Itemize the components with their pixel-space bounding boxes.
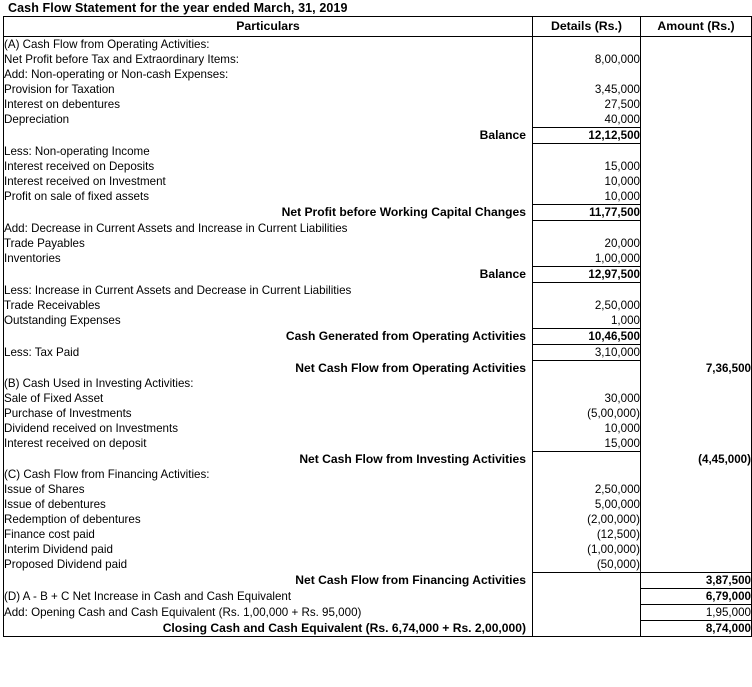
row-amount-value xyxy=(641,482,752,497)
row-amount-value: (4,45,000) xyxy=(698,452,751,466)
row-subtotal-label: Net Profit before Working Capital Changes xyxy=(4,205,533,221)
table-row xyxy=(4,512,752,527)
row-amount-value xyxy=(641,37,752,53)
column-header-particulars: Particulars xyxy=(4,17,533,37)
row-subtotal-label: Net Cash Flow from Investing Activities xyxy=(4,452,533,468)
row-details-value: 1,00,000 xyxy=(533,251,641,267)
table-row xyxy=(4,527,752,542)
row-details-value: 2,50,000 xyxy=(533,298,641,313)
row-amount-value xyxy=(641,189,752,205)
row-label: (D) A - B + C Net Increase in Cash and Cash Equivalent xyxy=(4,589,533,605)
table-row xyxy=(4,605,752,621)
row-label: Interim Dividend paid xyxy=(4,542,533,557)
row-amount-value xyxy=(641,313,752,329)
table-header-row xyxy=(4,17,752,37)
row-amount-value xyxy=(641,67,752,82)
row-label: Profit on sale of fixed assets xyxy=(4,189,533,205)
row-amount-value xyxy=(641,283,752,299)
row-details-value: 10,000 xyxy=(533,174,641,189)
row-details-value: 20,000 xyxy=(533,236,641,251)
row-amount-value xyxy=(641,527,752,542)
row-amount-value xyxy=(641,144,752,160)
table-row xyxy=(4,67,752,82)
row-amount-value xyxy=(641,391,752,406)
row-label: Interest on debentures xyxy=(4,97,533,112)
row-amount-value xyxy=(641,512,752,527)
row-details-value: (2,00,000) xyxy=(533,512,641,527)
table-row xyxy=(4,189,752,205)
table-row xyxy=(4,298,752,313)
row-amount-value xyxy=(641,52,752,67)
row-details-value xyxy=(533,361,641,377)
row-label: Interest received on Investment xyxy=(4,174,533,189)
row-amount-value xyxy=(641,329,752,345)
row-details-value: (5,00,000) xyxy=(533,406,641,421)
row-amount-value xyxy=(641,251,752,267)
row-label: (A) Cash Flow from Operating Activities: xyxy=(4,37,533,53)
row-details-value: 12,12,500 xyxy=(533,128,641,144)
row-details-value: 15,000 xyxy=(533,436,641,452)
row-amount-value xyxy=(641,128,752,144)
row-details-value: (1,00,000) xyxy=(533,542,641,557)
row-amount-value xyxy=(641,112,752,128)
table-row xyxy=(4,159,752,174)
table-row xyxy=(4,467,752,482)
row-details-value: 2,50,000 xyxy=(533,482,641,497)
row-subtotal-label: Net Cash Flow from Operating Activities xyxy=(4,361,533,377)
row-details-value: 3,10,000 xyxy=(533,345,641,361)
row-label: Proposed Dividend paid xyxy=(4,557,533,573)
page-title: Cash Flow Statement for the year ended March, 31, 2019 xyxy=(8,1,348,15)
table-body xyxy=(4,37,752,637)
row-label: Dividend received on Investments xyxy=(4,421,533,436)
table-row xyxy=(4,37,752,53)
row-amount-value xyxy=(641,298,752,313)
row-details-value: 5,00,000 xyxy=(533,497,641,512)
row-amount-value xyxy=(641,97,752,112)
row-amount-value xyxy=(641,205,752,221)
table-row xyxy=(4,144,752,160)
row-amount-value xyxy=(641,221,752,237)
table-row xyxy=(4,497,752,512)
row-details-value xyxy=(533,605,641,621)
table-row xyxy=(4,329,752,345)
row-amount-value xyxy=(641,159,752,174)
table-row xyxy=(4,557,752,573)
row-amount-value xyxy=(641,236,752,251)
row-details-value: 8,00,000 xyxy=(533,52,641,67)
table-row xyxy=(4,436,752,452)
table-row xyxy=(4,391,752,406)
table-row xyxy=(4,236,752,251)
row-details-value xyxy=(533,144,641,160)
row-label: Less: Increase in Current Assets and Decrease in Current Liabilities xyxy=(4,283,533,299)
row-label: Redemption of debentures xyxy=(4,512,533,527)
table-row xyxy=(4,452,752,468)
table-row xyxy=(4,313,752,329)
row-label: Inventories xyxy=(4,251,533,267)
row-details-value: 30,000 xyxy=(533,391,641,406)
row-amount-value: 8,74,000 xyxy=(705,622,751,635)
row-details-value xyxy=(533,37,641,53)
row-label: Add: Opening Cash and Cash Equivalent (Rs. 1,00,000 + Rs. 95,000) xyxy=(4,605,533,621)
row-details-value: 11,77,500 xyxy=(533,205,641,221)
row-amount-value: 3,87,500 xyxy=(641,573,752,589)
row-details-value xyxy=(533,621,641,637)
row-label: Sale of Fixed Asset xyxy=(4,391,533,406)
row-details-value: 12,97,500 xyxy=(533,267,641,283)
row-label: Interest received on Deposits xyxy=(4,159,533,174)
table-row xyxy=(4,482,752,497)
table-row xyxy=(4,251,752,267)
table-row xyxy=(4,283,752,299)
row-label: Issue of debentures xyxy=(4,497,533,512)
row-details-value: 15,000 xyxy=(533,159,641,174)
row-label: Interest received on deposit xyxy=(4,436,533,452)
row-amount-value: 7,36,500 xyxy=(705,361,751,375)
row-details-value xyxy=(533,67,641,82)
row-label: Provision for Taxation xyxy=(4,82,533,97)
row-amount-value xyxy=(641,82,752,97)
row-label: Add: Decrease in Current Assets and Increase in Current Liabilities xyxy=(4,221,533,237)
row-amount-value xyxy=(641,436,752,452)
row-details-value: (12,500) xyxy=(533,527,641,542)
row-label: Trade Receivables xyxy=(4,298,533,313)
row-details-value: 40,000 xyxy=(533,112,641,128)
row-label: Less: Tax Paid xyxy=(4,345,533,361)
row-amount-value xyxy=(641,376,752,391)
row-amount-value xyxy=(641,467,752,482)
row-details-value: 3,45,000 xyxy=(533,82,641,97)
table-row xyxy=(4,205,752,221)
row-amount-value xyxy=(641,497,752,512)
table-row xyxy=(4,361,752,377)
row-subtotal-label: Balance xyxy=(4,267,533,283)
row-details-value: 10,000 xyxy=(533,421,641,436)
row-amount-value: 1,95,000 xyxy=(641,605,752,621)
row-amount-value xyxy=(641,421,752,436)
row-details-value xyxy=(533,221,641,237)
table-row xyxy=(4,621,752,637)
row-amount-value xyxy=(641,174,752,189)
table-row xyxy=(4,128,752,144)
table-row xyxy=(4,174,752,189)
row-amount-value xyxy=(641,557,752,573)
table-header xyxy=(4,17,752,37)
row-amount-value xyxy=(641,345,752,361)
row-details-value: 27,500 xyxy=(533,97,641,112)
row-details-value: 10,000 xyxy=(533,189,641,205)
table-row xyxy=(4,97,752,112)
row-amount-value xyxy=(641,542,752,557)
table-row xyxy=(4,52,752,67)
row-subtotal-label: Closing Cash and Cash Equivalent (Rs. 6,74,000 + Rs. 2,00,000) xyxy=(4,621,533,637)
row-label: (B) Cash Used in Investing Activities: xyxy=(4,376,533,391)
row-details-value: (50,000) xyxy=(533,557,641,573)
row-label: Net Profit before Tax and Extraordinary Items: xyxy=(4,52,533,67)
table-row xyxy=(4,376,752,391)
table-row xyxy=(4,573,752,589)
table-row xyxy=(4,112,752,128)
table-row xyxy=(4,421,752,436)
row-details-value xyxy=(533,467,641,482)
row-label: Depreciation xyxy=(4,112,533,128)
row-amount-value xyxy=(641,267,752,283)
table-row xyxy=(4,82,752,97)
table-row xyxy=(4,345,752,361)
table-row xyxy=(4,542,752,557)
row-label: Outstanding Expenses xyxy=(4,313,533,329)
cash-flow-table xyxy=(3,16,752,637)
row-details-value xyxy=(533,283,641,299)
row-details-value xyxy=(533,573,641,589)
row-label: Finance cost paid xyxy=(4,527,533,542)
row-details-value: 10,46,500 xyxy=(533,329,641,345)
row-details-value xyxy=(533,452,641,468)
row-amount-value: 6,79,000 xyxy=(641,589,752,605)
table-row xyxy=(4,267,752,283)
row-subtotal-label: Balance xyxy=(4,128,533,144)
column-header-details: Details (Rs.) xyxy=(533,17,641,37)
row-label: Purchase of Investments xyxy=(4,406,533,421)
table-row xyxy=(4,406,752,421)
table-row xyxy=(4,221,752,237)
row-subtotal-label: Cash Generated from Operating Activities xyxy=(4,329,533,345)
row-amount-value xyxy=(641,406,752,421)
row-label: (C) Cash Flow from Financing Activities: xyxy=(4,467,533,482)
row-label: Issue of Shares xyxy=(4,482,533,497)
row-details-value: 1,000 xyxy=(533,313,641,329)
row-subtotal-label: Net Cash Flow from Financing Activities xyxy=(4,573,533,589)
row-label: Trade Payables xyxy=(4,236,533,251)
row-details-value xyxy=(533,376,641,391)
column-header-amount: Amount (Rs.) xyxy=(641,17,752,37)
row-label: Add: Non-operating or Non-cash Expenses: xyxy=(4,67,533,82)
table-row xyxy=(4,589,752,605)
row-details-value xyxy=(533,589,641,605)
row-label: Less: Non-operating Income xyxy=(4,144,533,160)
